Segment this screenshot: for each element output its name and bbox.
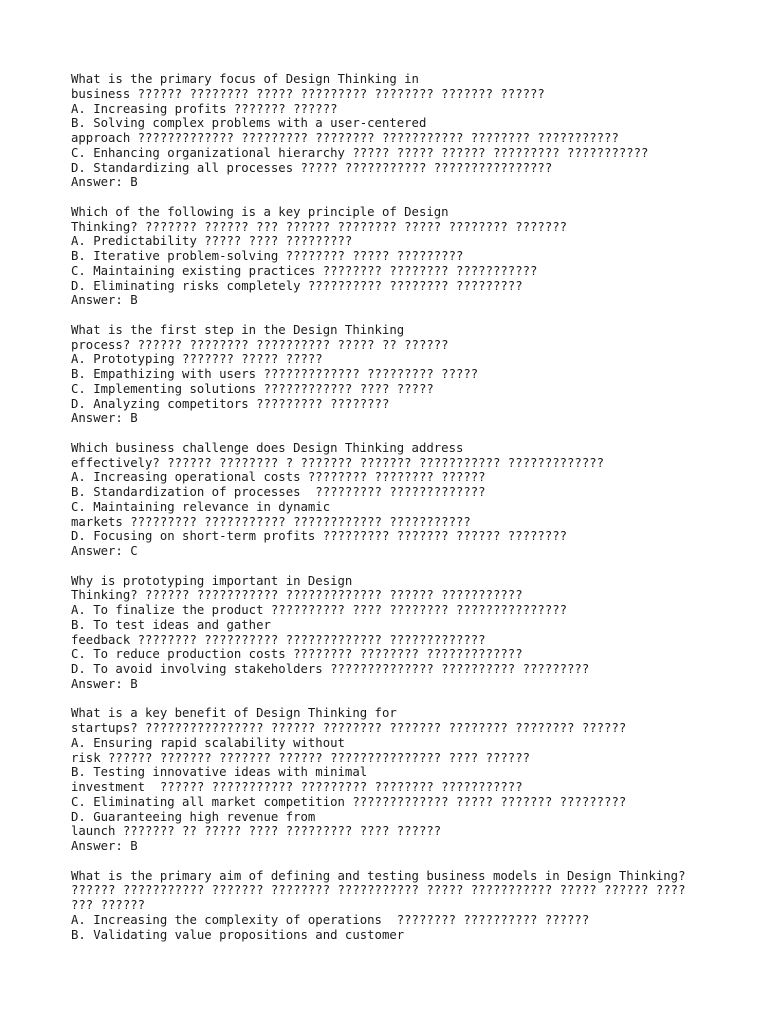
question-block (71, 441, 761, 559)
text-line: process? ?????? ???????? ?????????? ????? ?? ?????? (71, 337, 449, 352)
answer-option-line: B. Standardization of processes ????????? ????????????? (71, 485, 486, 499)
question-block (71, 869, 761, 943)
correct-answer-line: Answer: B (71, 293, 138, 308)
question-text-line: What is a key benefit of Design Thinking for (71, 706, 397, 721)
text-line: ?????? ??????????? ??????? ???????? ??????????? ????? ??????????? ????? ?????? ???? (71, 883, 686, 898)
text-line: ??? ?????? (71, 898, 146, 912)
block-spacer (71, 559, 761, 574)
question-block (71, 574, 761, 692)
block-spacer (71, 692, 761, 707)
text-line: feedback ???????? ?????????? ????????????? ????????????? (71, 632, 486, 647)
answer-option-line: B. Empathizing with users ????????????? ????????? ????? (71, 367, 479, 381)
answer-option-line: C. Maintaining existing practices ???????? ???????? ??????????? (71, 263, 538, 278)
answer-option-line: A. Increasing the complexity of operations ???????? ?????????? ?????? (71, 912, 590, 927)
question-block (71, 205, 761, 308)
answer-option-line: B. Validating value propositions and customer (71, 927, 405, 942)
question-block (71, 323, 761, 426)
text-line: business ?????? ???????? ????? ????????? ???????? ??????? ?????? (71, 86, 545, 101)
question-text-line: What is the first step in the Design Thinking (71, 322, 405, 337)
answer-option-line: B. To test ideas and gather (71, 617, 271, 632)
text-line: startups? ???????????????? ?????? ???????? ??????? ???????? ???????? ?????? (71, 721, 627, 735)
answer-option-line: A. To finalize the product ?????????? ???? ???????? ??????????????? (71, 603, 568, 617)
text-line: Thinking? ??????? ?????? ??? ?????? ???????? ????? ???????? ??????? (71, 219, 568, 234)
text-line: launch ??????? ?? ????? ???? ????????? ???? ?????? (71, 824, 442, 839)
answer-option-line: D. Focusing on short-term profits ????????? ??????? ?????? ???????? (71, 529, 568, 544)
correct-answer-line: Answer: B (71, 411, 138, 426)
block-spacer (71, 308, 761, 323)
answer-option-line: D. To avoid involving stakeholders ?????????????? ?????????? ????????? (71, 662, 590, 676)
answer-option-line: B. Iterative problem-solving ???????? ????? ????????? (71, 249, 464, 263)
correct-answer-line: Answer: B (71, 676, 138, 691)
question-text-line: Which business challenge does Design Thinking address (71, 440, 464, 455)
text-line: effectively? ?????? ???????? ? ??????? ??????? ??????????? ????????????? (71, 455, 605, 470)
answer-option-line: C. Implementing solutions ???????????? ???? ????? (71, 381, 434, 396)
block-spacer (71, 854, 761, 869)
text-line: Thinking? ?????? ??????????? ????????????? ?????? ??????????? (71, 588, 523, 603)
answer-option-line: D. Guaranteeing high revenue from (71, 809, 316, 824)
answer-option-line: B. Testing innovative ideas with minimal (71, 765, 368, 780)
question-block (71, 706, 761, 854)
answer-option-line: C. Enhancing organizational hierarchy ????? ????? ?????? ????????? ??????????? (71, 145, 649, 160)
answer-option-line: C. To reduce production costs ???????? ???????? ????????????? (71, 647, 523, 662)
correct-answer-line: Answer: C (71, 544, 138, 558)
answer-option-line: A. Increasing profits ??????? ?????? (71, 101, 338, 116)
answer-option-line: A. Ensuring rapid scalability without (71, 735, 345, 750)
text-line: approach ????????????? ????????? ???????? ??????????? ???????? ??????????? (71, 131, 619, 145)
text-line: markets ????????? ??????????? ???????????? ??????????? (71, 514, 471, 529)
question-text-line: What is the primary aim of defining and testing business models in Design Thinking? (71, 868, 686, 883)
question-text-line: Which of the following is a key principle of Design (71, 204, 449, 219)
answer-option-line: C. Maintaining relevance in dynamic (71, 499, 331, 514)
correct-answer-line: Answer: B (71, 175, 138, 190)
text-line: investment ?????? ??????????? ????????? ???????? ??????????? (71, 780, 523, 794)
text-line: risk ?????? ??????? ??????? ?????? ??????????????? ???? ?????? (71, 750, 531, 765)
block-spacer (71, 190, 761, 205)
answer-option-line: D. Analyzing competitors ????????? ???????? (71, 396, 390, 411)
answer-option-line: A. Increasing operational costs ???????? ???????? ?????? (71, 470, 486, 485)
question-text-line: What is the primary focus of Design Thinking in (71, 72, 419, 86)
answer-option-line: A. Predictability ????? ???? ????????? (71, 234, 353, 249)
document-body (71, 72, 761, 942)
question-text-line: Why is prototyping important in Design (71, 573, 353, 588)
answer-option-line: C. Eliminating all market competition ????????????? ????? ??????? ????????? (71, 794, 627, 809)
correct-answer-line: Answer: B (71, 839, 138, 853)
answer-option-line: B. Solving complex problems with a user-centered (71, 116, 427, 131)
question-block (71, 72, 761, 190)
answer-option-line: D. Eliminating risks completely ?????????? ???????? ????????? (71, 278, 523, 293)
block-spacer (71, 426, 761, 441)
answer-option-line: D. Standardizing all processes ????? ??????????? ???????????????? (71, 160, 553, 175)
answer-option-line: A. Prototyping ??????? ????? ????? (71, 352, 323, 367)
